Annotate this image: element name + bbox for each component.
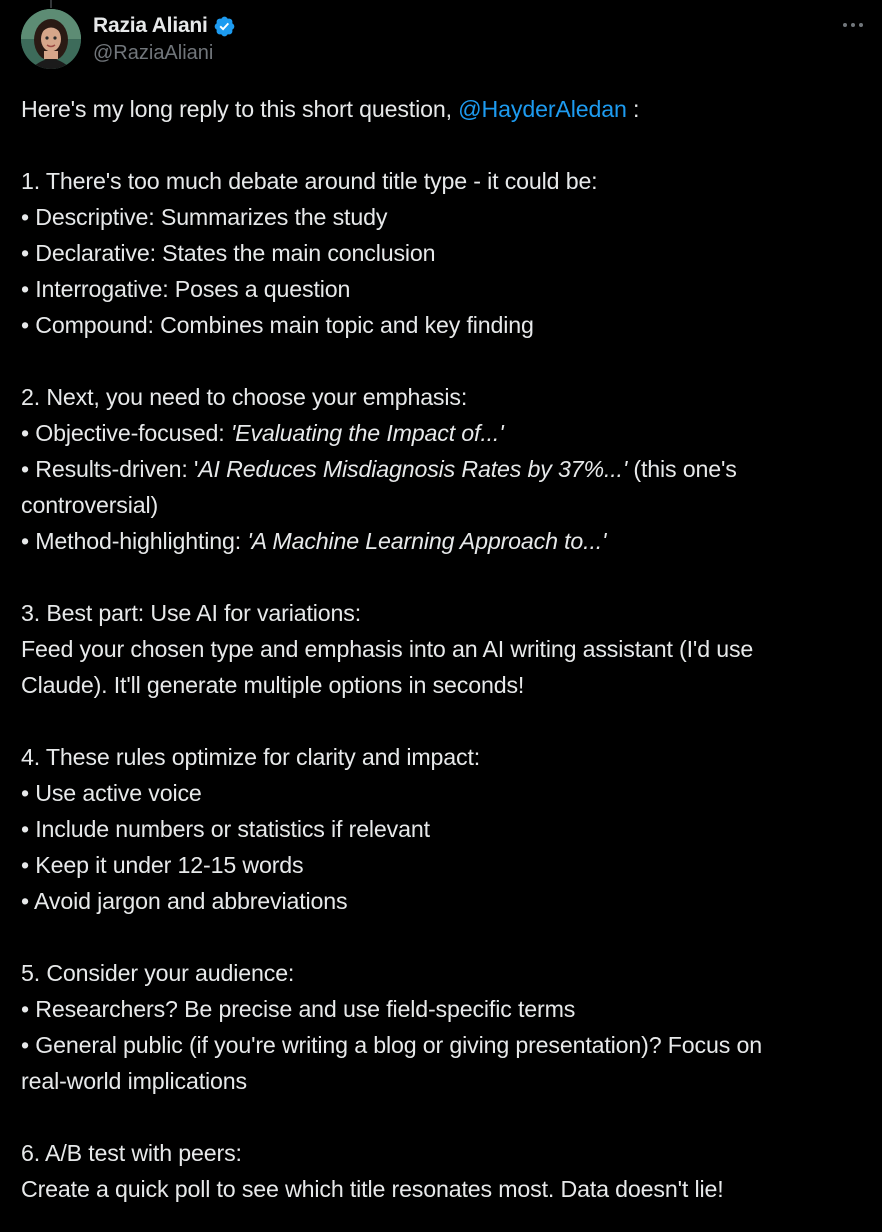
section-4-bullet: • Keep it under 12-15 words	[21, 852, 304, 878]
blank-line	[21, 703, 866, 739]
section-1-bullet: • Compound: Combines main topic and key finding	[21, 312, 534, 338]
section-4-bullet: • Include numbers or statistics if relevant	[21, 816, 430, 842]
section-1-bullet: • Declarative: States the main conclusion	[21, 240, 436, 266]
section-2-bullet: • Method-highlighting: 'A Machine Learning Approach to...'	[21, 528, 607, 554]
author-block	[93, 13, 236, 65]
section-3-text: Feed your chosen type and emphasis into an AI writing assistant (I'd use	[21, 636, 754, 662]
section-5-bullet: • General public (if you're writing a blog or giving presentation)? Focus on	[21, 1032, 762, 1058]
blank-line	[21, 343, 866, 379]
avatar[interactable]	[21, 9, 81, 69]
section-2-bullet: • Results-driven: 'AI Reduces Misdiagnosis Rates by 37%...' (this one's	[21, 456, 737, 482]
section-1-title: 1. There's too much debate around title type - it could be:	[21, 168, 598, 194]
section-4-title: 4. These rules optimize for clarity and impact:	[21, 744, 481, 770]
more-options-icon[interactable]	[839, 13, 867, 37]
author-display-name[interactable]: Razia Aliani	[93, 14, 208, 37]
section-3-title: 3. Best part: Use AI for variations:	[21, 600, 361, 626]
section-5-bullet-continued: real-world implications	[21, 1068, 247, 1094]
tweet-text	[21, 91, 866, 1207]
thread-connector	[50, 0, 52, 8]
author-handle[interactable]: @RaziaAliani	[93, 42, 214, 64]
mention-link[interactable]: @HayderAledan	[458, 96, 627, 122]
section-1-bullet: • Descriptive: Summarizes the study	[21, 204, 388, 230]
blank-line	[21, 919, 866, 955]
section-6-title: 6. A/B test with peers:	[21, 1140, 242, 1166]
section-5-bullet: • Researchers? Be precise and use field-specific terms	[21, 996, 576, 1022]
section-6-text: Create a quick poll to see which title resonates most. Data doesn't lie!	[21, 1176, 724, 1202]
tweet-header	[21, 9, 871, 71]
section-2-title: 2. Next, you need to choose your emphasis:	[21, 384, 468, 410]
section-2-bullet-continued: controversial)	[21, 492, 159, 518]
profile-photo	[21, 9, 81, 69]
intro-line: Here's my long reply to this short question, @HayderAledan :	[21, 96, 640, 122]
blank-line	[21, 1099, 866, 1135]
section-4-bullet: • Use active voice	[21, 780, 202, 806]
blank-line	[21, 127, 866, 163]
section-4-bullet: • Avoid jargon and abbreviations	[21, 888, 348, 914]
section-5-title: 5. Consider your audience:	[21, 960, 295, 986]
section-2-bullet: • Objective-focused: 'Evaluating the Impact of...'	[21, 420, 504, 446]
section-3-text: Claude). It'll generate multiple options in seconds!	[21, 672, 525, 698]
verified-badge-icon[interactable]	[213, 15, 236, 38]
section-1-bullet: • Interrogative: Poses a question	[21, 276, 351, 302]
blank-line	[21, 559, 866, 595]
